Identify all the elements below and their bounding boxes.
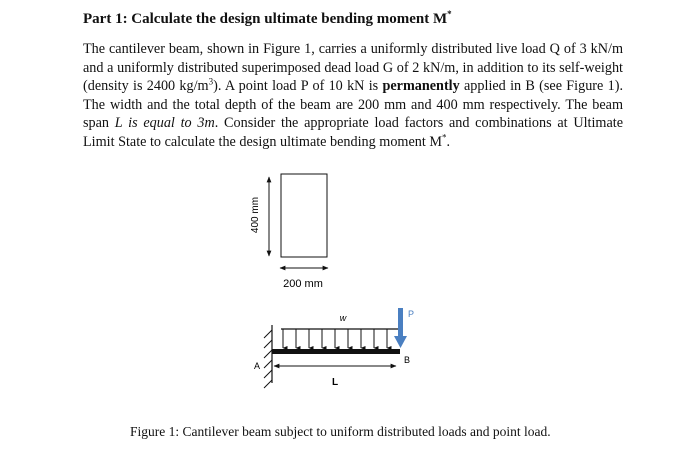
width-label: 200 mm xyxy=(283,278,323,290)
para-text-3: applied in B (see Figure 1). The width and the total depth of the beam are 200 mm and 400 mm respectively. The beam span xyxy=(83,78,623,131)
point-b-label: B xyxy=(404,355,411,365)
fixed-support xyxy=(264,325,272,388)
point-a-label: A xyxy=(254,361,261,371)
heading-superscript: * xyxy=(447,9,452,19)
para-text-5: . xyxy=(446,133,450,150)
para-sup-cubed: 3 xyxy=(208,76,214,87)
figure-caption: Figure 1: Cantilever beam subject to uniform distributed loads and point load. xyxy=(130,424,551,439)
span-label: L xyxy=(331,377,339,388)
cross-section-rect xyxy=(281,174,327,257)
para-sup-star: * xyxy=(441,131,447,142)
beam-body xyxy=(272,349,400,354)
point-load-arrow xyxy=(394,308,407,348)
depth-label: 400 mm xyxy=(250,196,261,234)
load-p-label: P xyxy=(408,309,415,319)
para-text-4: . Consider the appropriate load factors and combinations at Ultimate Limit State to calculate the design ultimate bending moment M xyxy=(83,115,624,150)
para-bold-permanently: permanently xyxy=(382,78,460,94)
para-text-1: The cantilever beam, shown in Figure 1, carries a uniformly distributed live load Q of 3 kN/m and a uniformly distributed superimposed dead load G of 2 kN/m, in addition to its self-weight (density is 2400 kg/m xyxy=(83,41,623,94)
load-w-label: w xyxy=(339,313,347,323)
para-text-2: ). A point load P of 10 kN is xyxy=(213,78,383,94)
heading-text: Part 1: Calculate the design ultimate bending moment M xyxy=(83,11,448,27)
para-italic-span: L is equal to 3m xyxy=(114,115,215,131)
distributed-load xyxy=(281,329,398,348)
